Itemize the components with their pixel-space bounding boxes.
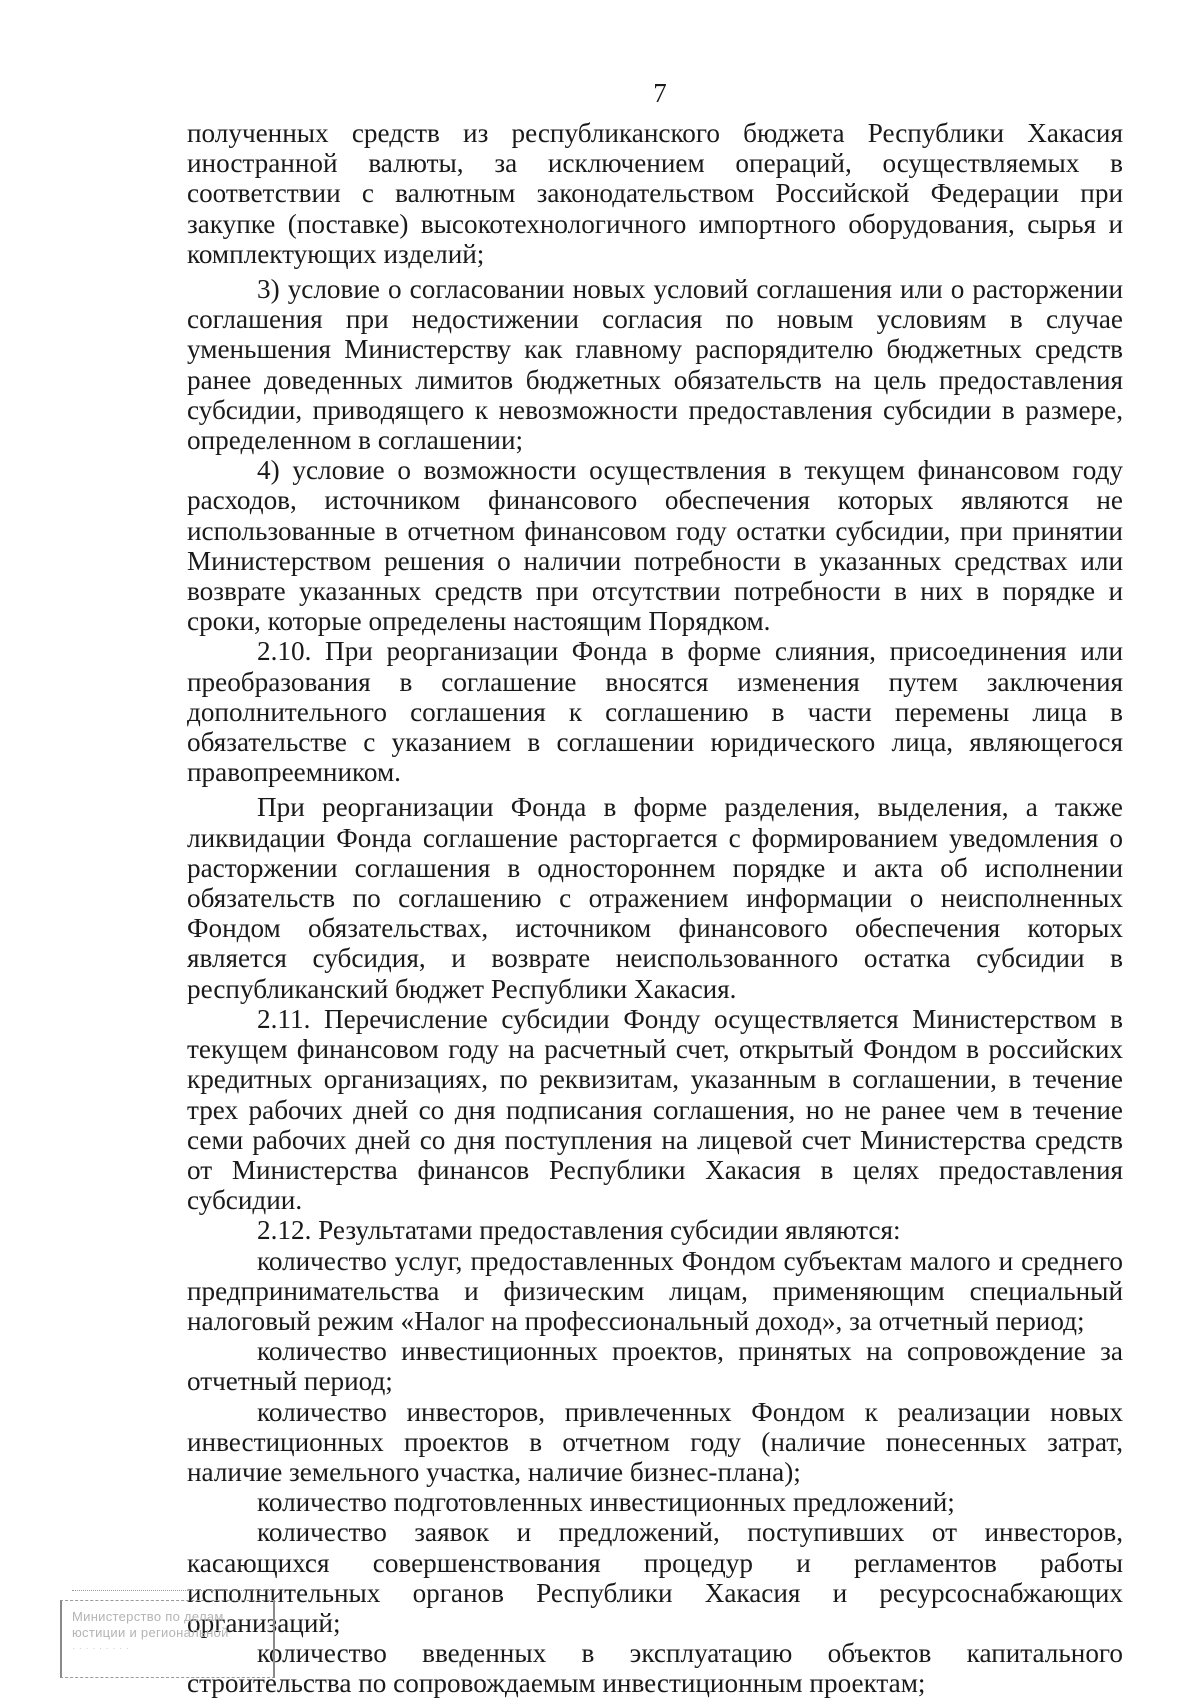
registration-stamp xyxy=(60,1600,275,1678)
list-item: количество подготовленных инвестиционных предложений; xyxy=(257,1487,955,1518)
paragraph: 3) условие о согласовании новых условий соглашения или о расторжении соглашения при недостижении согласия по новым условиям в случае уменьшения Министерству как главному распорядителю бюджетных средств ранее доведенных лимитов бюджетных обязательств на цель предоставления субсидии, приводящего к невозможности предоставления субсидии в размере, определенном в соглашении; xyxy=(187,274,1123,456)
list-item: количество инвесторов, привлеченных Фондом к реализации новых инвестиционных проектов в отчетном году (наличие понесенных затрат, наличие земельного участка, наличие бизнес-плана); xyxy=(187,1396,1123,1487)
paragraph: 2.12. Результатами предоставления субсидии являются: xyxy=(257,1215,901,1246)
list-item: количество услуг, предоставленных Фондом субъектам малого и среднего предпринимательства и физическим лицам, применяющим специальный налоговый режим «Налог на профессиональный доход», за отчетный период; xyxy=(187,1245,1123,1336)
paragraph: 2.10. При реорганизации Фонда в форме слияния, присоединения или преобразования в соглашение вносятся изменения путем заключения дополнительного соглашения к соглашению в части перемены лица в обязательстве с указанием в соглашении юридического лица, являющегося правопреемником. xyxy=(187,636,1123,788)
paragraph: 4) условие о возможности осуществления в текущем финансовом году расходов, источником финансового обеспечения которых являются не использованные в отчетном финансовом году остатки субсидии, при принятии Министерством решения о наличии потребности в указанных средствах или возврате указанных средств при отсутствии потребности в них в порядке и сроки, которые определены настоящим Порядком. xyxy=(187,455,1123,637)
paragraph: При реорганизации Фонда в форме разделения, выделения, а также ликвидации Фонда соглашение расторгается с формированием уведомления о расторжении соглашения в одностороннем порядке и акта об исполнении обязательств по соглашению с отражением информации о неисполненных Фондом обязательствах, источником финансового обеспечения которых является субсидия, и возврате неиспользованного остатка субсидии в республиканский бюджет Республики Хакасия. xyxy=(187,792,1123,1004)
stamp-line-1: Министерство по делам xyxy=(72,1609,224,1624)
paragraph: полученных средств из республиканского бюджета Республики Хакасия иностранной валюты, за исключением операций, осуществляемых в соответствии с валютным законодательством Российской Федерации при закупке (поставке) высокотехнологичного импортного оборудования, сырья и комплектующих изделий; xyxy=(187,118,1123,269)
stamp-border xyxy=(72,1590,272,1591)
list-item: количество инвестиционных проектов, принятых на сопровождение за отчетный период; xyxy=(187,1336,1123,1397)
paragraph: 2.11. Перечисление субсидии Фонду осуществляется Министерством в текущем финансовом году на расчетный счет, открытый Фондом в российских кредитных организациях, по реквизитам, указанным в соглашении, в течение трех рабочих дней со дня подписания соглашения, но не ранее чем в течение семи рабочих дней со дня поступления на лицевой счет Министерства средств от Министерства финансов Республики Хакасия в целях предоставления субсидии. xyxy=(187,1003,1123,1216)
list-item: количество заявок и предложений, поступивших от инвесторов, касающихся совершенствования процедур и регламентов работы исполнительных органов Республики Хакасия и ресурсоснабжающих организаций; xyxy=(187,1517,1123,1638)
list-item: количество введенных в эксплуатацию объектов капитального строительства по сопровождаемым инвестиционным проектам; xyxy=(187,1638,1123,1699)
stamp-line-2: юстиции и региональной xyxy=(72,1625,229,1640)
stamp-line-3: · · · · · · · · · xyxy=(72,1643,130,1654)
document-body xyxy=(187,118,1123,1699)
page-number: 7 xyxy=(653,78,667,108)
